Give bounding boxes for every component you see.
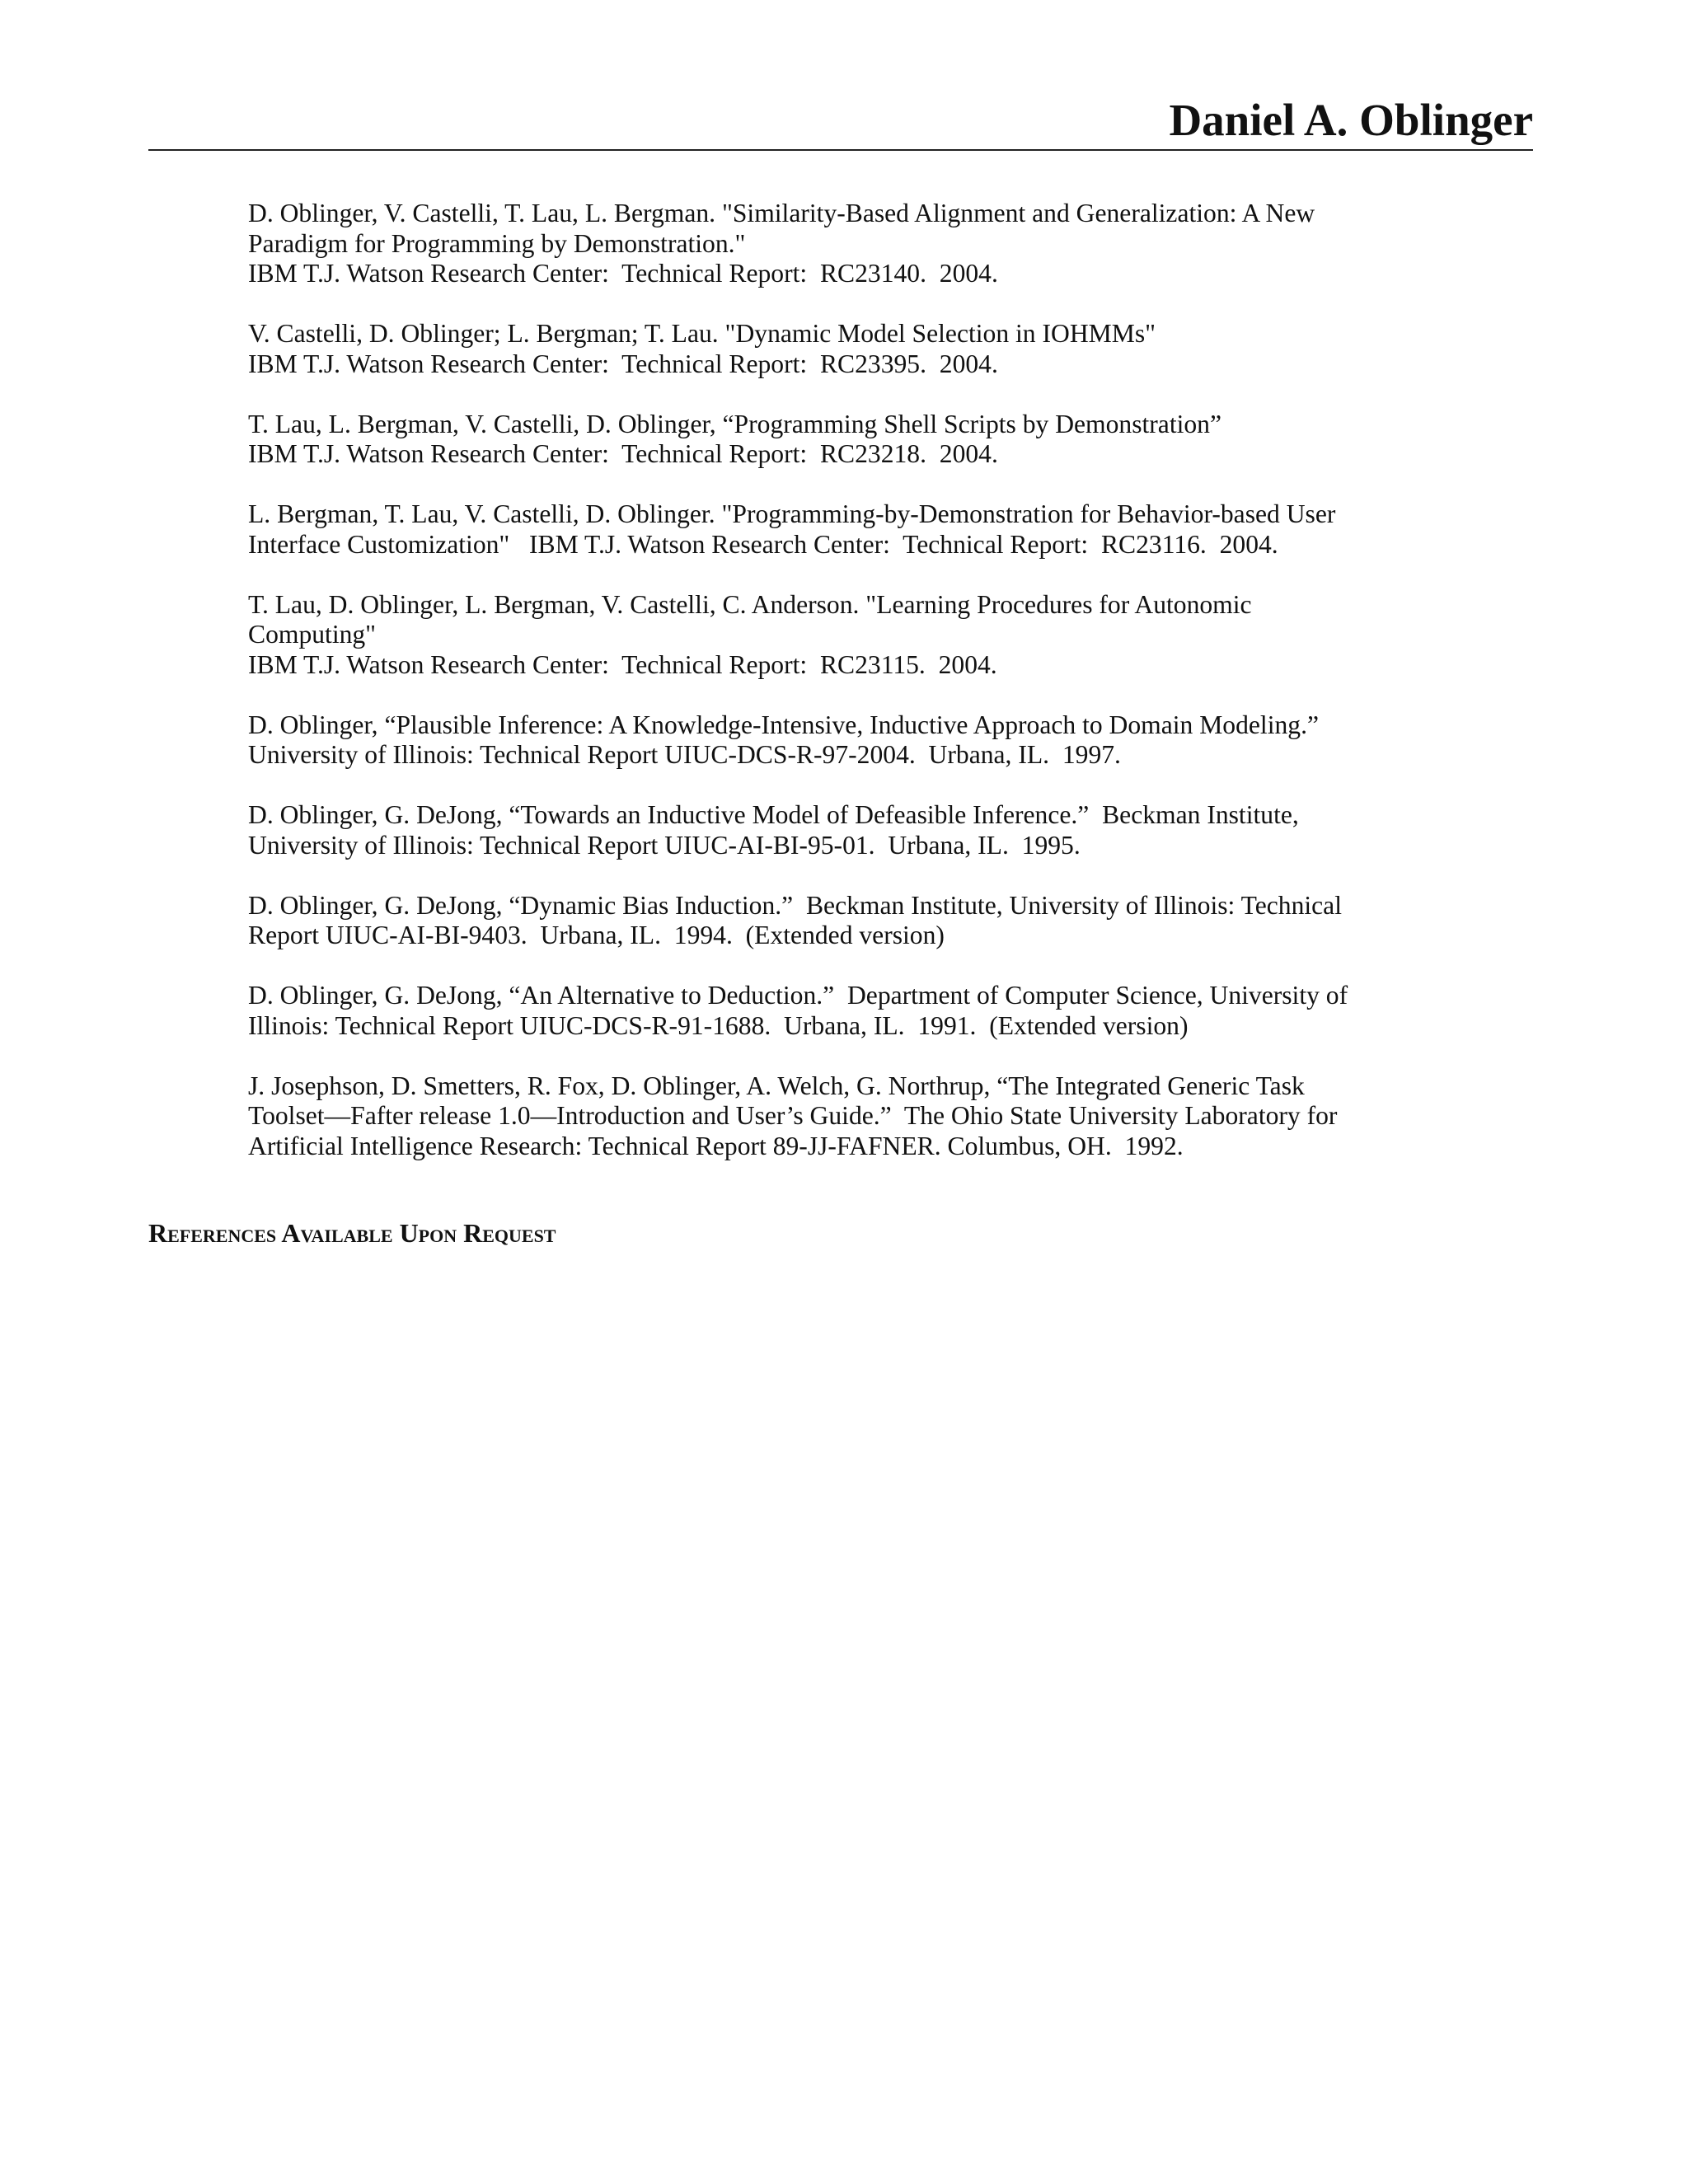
entry-line: Toolset—Fafter release 1.0—Introduction and User’s Guide.” The Ohio State University Laboratory for [248, 1101, 1338, 1130]
entry-line: Artificial Intelligence Research: Technical Report 89-JJ-FAFNER. Columbus, OH. 1992. [248, 1131, 1184, 1160]
publication-list [248, 199, 1468, 1192]
publication-entry [248, 319, 1468, 379]
entry-line: IBM T.J. Watson Research Center: Technical Report: RC23115. 2004. [248, 649, 997, 679]
entry-line: Interface Customization" IBM T.J. Watson Research Center: Technical Report: RC23116. 2004. [248, 529, 1278, 559]
entry-line: D. Oblinger, G. DeJong, “An Alternative to Deduction.” Department of Computer Science, University of [248, 981, 1348, 1010]
entry-line: Computing" [248, 620, 377, 649]
publication-entry [248, 800, 1468, 860]
publication-entry [248, 590, 1468, 681]
entry-line: University of Illinois: Technical Report UIUC-DCS-R-97-2004. Urbana, IL. 1997. [248, 740, 1121, 769]
entry-line: Illinois: Technical Report UIUC-DCS-R-91-1688. Urbana, IL. 1991. (Extended version) [248, 1010, 1189, 1040]
entry-line: T. Lau, D. Oblinger, L. Bergman, V. Castelli, C. Anderson. "Learning Procedures for Autonomic [248, 589, 1252, 619]
entry-line: IBM T.J. Watson Research Center: Technical Report: RC23395. 2004. [248, 349, 998, 378]
entry-line: T. Lau, L. Bergman, V. Castelli, D. Oblinger, “Programming Shell Scripts by Demonstration” [248, 409, 1221, 438]
publication-entry [248, 1071, 1468, 1162]
entry-line: IBM T.J. Watson Research Center: Technical Report: RC23140. 2004. [248, 259, 998, 288]
publication-entry [248, 499, 1468, 560]
page-title: Daniel A. Oblinger [1169, 95, 1533, 145]
publication-entry [248, 199, 1468, 289]
entry-line: Report UIUC-AI-BI-9403. Urbana, IL. 1994. (Extended version) [248, 921, 945, 949]
entry-line: J. Josephson, D. Smetters, R. Fox, D. Oblinger, A. Welch, G. Northrup, “The Integrated Generic Task [248, 1071, 1305, 1100]
publication-entry [248, 981, 1468, 1041]
publication-entry [248, 710, 1468, 771]
entry-line: University of Illinois: Technical Report UIUC-AI-BI-95-01. Urbana, IL. 1995. [248, 830, 1081, 860]
entry-line: D. Oblinger, G. DeJong, “Towards an Inductive Model of Defeasible Inference.” Beckman Institute, [248, 800, 1299, 829]
entry-line: IBM T.J. Watson Research Center: Technical Report: RC23218. 2004. [248, 439, 998, 468]
references-heading: References Available Upon Request [148, 1218, 556, 1248]
header-divider [148, 149, 1533, 151]
entry-line: D. Oblinger, V. Castelli, T. Lau, L. Bergman. "Similarity-Based Alignment and Generalization: A New [248, 199, 1315, 227]
publication-entry [248, 891, 1468, 951]
publication-entry [248, 410, 1468, 470]
entry-line: D. Oblinger, G. DeJong, “Dynamic Bias Induction.” Beckman Institute, University of Illinois: Technical [248, 890, 1342, 920]
entry-line: Paradigm for Programming by Demonstration." [248, 228, 746, 258]
entry-line: L. Bergman, T. Lau, V. Castelli, D. Oblinger. "Programming-by-Demonstration for Behavior-based User [248, 499, 1336, 528]
entry-line: D. Oblinger, “Plausible Inference: A Knowledge-Intensive, Inductive Approach to Domain Modeling.” [248, 710, 1319, 739]
entry-line: V. Castelli, D. Oblinger; L. Bergman; T. Lau. "Dynamic Model Selection in IOHMMs" [248, 319, 1156, 348]
